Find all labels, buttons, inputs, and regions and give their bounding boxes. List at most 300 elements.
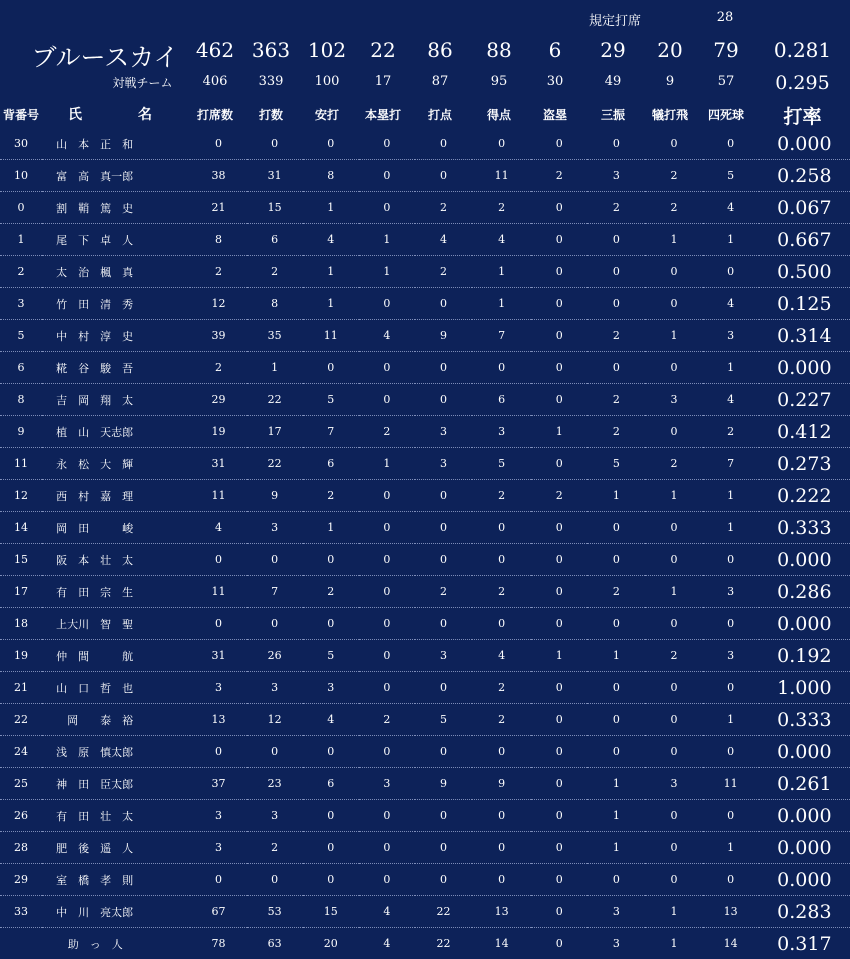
player-stat: 11 [303,320,359,352]
player-stat: 11 [190,576,246,608]
team-totals-row [0,38,850,68]
header-stat: 本塁打 [358,106,408,123]
player-number: 5 [0,320,42,352]
player-stat: 0 [531,832,587,864]
player-stat: 2 [190,256,246,288]
table-row [0,224,850,256]
player-avg: 0.283 [759,896,850,928]
player-stat: 0 [645,800,702,832]
table-row [0,544,850,576]
player-stat: 3 [190,832,246,864]
player-stat: 11 [472,160,531,192]
player-stat: 7 [703,448,759,480]
player-name: 山 口 哲 也 [42,672,190,704]
player-stat: 1 [303,512,359,544]
helper-stat: 63 [247,928,303,959]
player-stat: 22 [415,896,472,928]
player-name: 西 村 嘉 理 [42,480,190,512]
player-stat: 2 [190,352,246,384]
player-stat: 0 [703,672,759,704]
player-number: 28 [0,832,42,864]
player-stat: 6 [247,224,303,256]
player-stat: 0 [472,832,531,864]
table-row [0,896,850,928]
helper-stat: 4 [359,928,415,959]
player-stat: 0 [703,800,759,832]
player-stat: 0 [359,288,415,320]
helper-stat: 22 [415,928,472,959]
helper-stat: 0 [531,928,587,959]
player-stat: 2 [303,480,359,512]
player-stat: 9 [472,768,531,800]
player-number: 21 [0,672,42,704]
player-stat: 2 [531,160,587,192]
player-stat: 0 [645,512,702,544]
opponent-stat: 57 [701,74,751,89]
header-stat: 打数 [246,106,296,123]
player-stat: 0 [531,768,587,800]
player-stat: 8 [190,224,246,256]
player-stat: 0 [359,736,415,768]
player-stat: 0 [472,128,531,160]
player-stat: 0 [359,160,415,192]
player-stat: 5 [587,448,645,480]
player-stat: 0 [531,736,587,768]
player-stat: 0 [303,352,359,384]
header-avg: 打率 [760,102,845,129]
player-stat: 5 [703,160,759,192]
table-row [0,768,850,800]
helper-stat: 20 [303,928,359,959]
helper-stat: 3 [587,928,645,959]
table-row [0,384,850,416]
player-stat: 0 [645,832,702,864]
player-stat: 0 [415,832,472,864]
header-no: 背番号 [0,106,42,123]
player-stat: 0 [415,544,472,576]
player-stat: 11 [703,768,759,800]
player-name: 中 川 亮太郎 [42,896,190,928]
opponent-stat: 95 [474,74,524,89]
player-stat: 0 [645,128,702,160]
player-stat: 4 [472,640,531,672]
player-stat: 2 [645,160,702,192]
player-stat: 2 [703,416,759,448]
player-stat: 0 [359,480,415,512]
player-avg: 0.000 [759,736,850,768]
player-stat: 9 [415,768,472,800]
player-stat: 0 [703,256,759,288]
table-row [0,160,850,192]
player-stat: 0 [303,736,359,768]
helper-name: 助 っ 人 [0,928,190,959]
table-row [0,192,850,224]
player-stat: 2 [587,416,645,448]
team-stat: 6 [530,38,580,62]
player-stat: 0 [303,544,359,576]
player-stat: 3 [703,576,759,608]
player-stat: 0 [415,864,472,896]
table-row [0,256,850,288]
player-stat: 3 [247,672,303,704]
player-stat: 1 [645,320,702,352]
player-stat: 15 [303,896,359,928]
player-stat: 0 [415,352,472,384]
player-stat: 0 [359,128,415,160]
player-number: 15 [0,544,42,576]
player-stat: 2 [531,480,587,512]
player-stat: 2 [472,672,531,704]
opponent-stat: 9 [645,74,695,89]
helper-avg: 0.317 [759,928,850,959]
player-stat: 0 [472,864,531,896]
player-stat: 3 [247,512,303,544]
player-stat: 0 [531,608,587,640]
player-stat: 0 [531,896,587,928]
player-stat: 1 [703,480,759,512]
table-row [0,864,850,896]
player-stat: 0 [190,864,246,896]
player-stat: 0 [359,192,415,224]
player-stat: 1 [303,192,359,224]
player-stat: 1 [645,576,702,608]
player-stat: 4 [303,704,359,736]
player-stat: 1 [645,480,702,512]
player-stat: 5 [303,640,359,672]
player-name: 尾 下 卓 人 [42,224,190,256]
table-row [0,832,850,864]
table-row [0,800,850,832]
player-number: 14 [0,512,42,544]
opponent-stat: 30 [530,74,580,89]
team-stat: 88 [474,38,524,62]
player-avg: 0.333 [759,704,850,736]
player-number: 22 [0,704,42,736]
player-stat: 3 [587,160,645,192]
table-row [0,480,850,512]
player-stat: 0 [472,800,531,832]
player-stat: 17 [247,416,303,448]
player-avg: 0.000 [759,800,850,832]
player-stat: 26 [247,640,303,672]
player-stat: 1 [359,224,415,256]
player-stat: 0 [472,736,531,768]
player-stat: 9 [415,320,472,352]
player-stat: 1 [645,224,702,256]
player-stat: 1 [587,480,645,512]
player-stat: 3 [359,768,415,800]
player-stat: 3 [190,800,246,832]
player-stat: 3 [645,384,702,416]
qualifying-value: 28 [705,10,745,25]
player-stat: 0 [587,512,645,544]
player-stat: 0 [645,256,702,288]
player-stat: 0 [531,800,587,832]
player-stat: 0 [472,352,531,384]
helper-stat: 14 [703,928,759,959]
player-stat: 2 [415,256,472,288]
player-stat: 22 [247,384,303,416]
player-stat: 2 [587,192,645,224]
player-stat: 3 [472,416,531,448]
player-stat: 3 [645,768,702,800]
player-stat: 6 [472,384,531,416]
player-name: 阪 本 壮 太 [42,544,190,576]
player-stat: 3 [703,640,759,672]
player-number: 17 [0,576,42,608]
opponent-stat: 49 [588,74,638,89]
player-stat: 15 [247,192,303,224]
player-stat: 0 [531,864,587,896]
player-name: 中 村 淳 史 [42,320,190,352]
player-number: 6 [0,352,42,384]
player-stat: 4 [703,288,759,320]
player-stat: 0 [303,800,359,832]
table-row [0,320,850,352]
player-name: 室 橋 孝 則 [42,864,190,896]
player-stat: 4 [472,224,531,256]
player-avg: 0.500 [759,256,850,288]
player-stat: 21 [190,192,246,224]
player-stat: 0 [190,608,246,640]
player-stat: 0 [703,608,759,640]
player-stat: 4 [703,384,759,416]
player-stat: 0 [303,864,359,896]
player-stat: 0 [531,256,587,288]
player-avg: 0.067 [759,192,850,224]
player-stat: 4 [303,224,359,256]
player-avg: 0.412 [759,416,850,448]
player-stat: 19 [190,416,246,448]
player-stat: 0 [587,704,645,736]
player-stat: 0 [415,480,472,512]
player-stat: 1 [645,896,702,928]
player-number: 10 [0,160,42,192]
player-stat: 5 [303,384,359,416]
player-stat: 0 [190,544,246,576]
player-stat: 0 [472,608,531,640]
player-stat: 12 [190,288,246,320]
player-stat: 0 [531,384,587,416]
player-avg: 0.286 [759,576,850,608]
table-row [0,736,850,768]
player-stat: 0 [359,640,415,672]
player-stat: 3 [703,320,759,352]
player-stat: 0 [303,128,359,160]
player-number: 12 [0,480,42,512]
player-stat: 0 [703,128,759,160]
player-stat: 0 [359,512,415,544]
player-stat: 6 [303,448,359,480]
player-name: 岡 泰 裕 [42,704,190,736]
player-stat: 2 [472,480,531,512]
player-stat: 1 [531,416,587,448]
player-name: 肥 後 遥 人 [42,832,190,864]
player-stat: 2 [645,640,702,672]
opponent-stat: 100 [302,74,352,89]
player-stat: 0 [415,672,472,704]
opponent-avg: 0.295 [760,72,845,94]
qualifying-label: 規定打席 [570,10,660,29]
player-stat: 6 [303,768,359,800]
player-stat: 0 [415,160,472,192]
player-stat: 11 [190,480,246,512]
player-stat: 0 [587,224,645,256]
player-stat: 3 [247,800,303,832]
player-stat: 0 [587,352,645,384]
header-stat: 四死球 [701,106,751,123]
player-stat: 1 [587,832,645,864]
player-stat: 2 [587,576,645,608]
player-stat: 0 [645,352,702,384]
player-stat: 9 [247,480,303,512]
player-name: 吉 岡 翔 太 [42,384,190,416]
player-stat: 1 [472,256,531,288]
player-avg: 0.000 [759,544,850,576]
player-stat: 0 [531,192,587,224]
table-row [0,704,850,736]
player-stat: 5 [472,448,531,480]
player-avg: 0.333 [759,512,850,544]
table-row [0,128,850,160]
player-stat: 0 [531,704,587,736]
player-stat: 0 [645,864,702,896]
player-stat: 0 [531,576,587,608]
header-stat: 盗塁 [530,106,580,123]
player-stat: 0 [247,128,303,160]
header-stat: 打席数 [190,106,240,123]
player-avg: 0.125 [759,288,850,320]
helper-stat: 1 [645,928,702,959]
table-row [0,416,850,448]
column-header-row [0,102,850,126]
player-avg: 0.000 [759,608,850,640]
player-stat: 1 [531,640,587,672]
player-stat: 2 [472,576,531,608]
player-stat: 35 [247,320,303,352]
player-stat: 38 [190,160,246,192]
player-stat: 37 [190,768,246,800]
player-stat: 5 [415,704,472,736]
player-stat: 3 [303,672,359,704]
player-stat: 0 [531,288,587,320]
player-stat: 2 [645,192,702,224]
player-number: 24 [0,736,42,768]
player-avg: 0.000 [759,352,850,384]
player-stat: 2 [247,256,303,288]
player-stat: 0 [587,544,645,576]
player-avg: 0.261 [759,768,850,800]
opponent-stat: 339 [246,74,296,89]
player-stat: 7 [303,416,359,448]
player-stat: 1 [359,256,415,288]
player-stat: 0 [531,512,587,544]
player-stat: 0 [531,672,587,704]
player-number: 3 [0,288,42,320]
table-row [0,448,850,480]
player-stat: 0 [359,832,415,864]
player-stat: 2 [247,832,303,864]
player-number: 26 [0,800,42,832]
player-stat: 2 [303,576,359,608]
player-stat: 1 [359,448,415,480]
player-stat: 0 [190,128,246,160]
header-stat: 犠打飛 [645,106,695,123]
player-name: 上大川 智 聖 [42,608,190,640]
player-stat: 0 [531,128,587,160]
player-stat: 0 [190,736,246,768]
player-stat: 53 [247,896,303,928]
player-stat: 0 [415,608,472,640]
player-stat: 1 [703,704,759,736]
player-avg: 0.667 [759,224,850,256]
player-name: 有 田 宗 生 [42,576,190,608]
player-stat: 0 [531,224,587,256]
player-avg: 0.222 [759,480,850,512]
player-stat: 0 [415,736,472,768]
player-avg: 0.192 [759,640,850,672]
player-stat: 0 [472,512,531,544]
player-stat: 0 [703,544,759,576]
player-stat: 0 [587,288,645,320]
player-name: 植 山 天志郎 [42,416,190,448]
player-name: 割 鞘 篤 史 [42,192,190,224]
player-stat: 0 [703,864,759,896]
player-stat: 0 [247,544,303,576]
player-stat: 0 [703,736,759,768]
header-stat: 打点 [415,106,465,123]
player-stat: 1 [703,832,759,864]
player-number: 19 [0,640,42,672]
team-avg: 0.281 [760,38,845,62]
player-stat: 0 [645,416,702,448]
team-stat: 102 [302,38,352,62]
player-stat: 1 [303,256,359,288]
player-stat: 0 [359,384,415,416]
player-name: 神 田 臣太郎 [42,768,190,800]
player-stat: 23 [247,768,303,800]
team-stat: 86 [415,38,465,62]
player-stat: 22 [247,448,303,480]
player-stat: 1 [472,288,531,320]
player-stat: 0 [415,800,472,832]
player-stat: 0 [587,736,645,768]
player-stat: 29 [190,384,246,416]
player-number: 30 [0,128,42,160]
player-stat: 0 [359,672,415,704]
table-row [0,608,850,640]
player-stat: 2 [359,704,415,736]
player-stat: 0 [587,256,645,288]
player-number: 18 [0,608,42,640]
player-stat: 4 [190,512,246,544]
player-stat: 1 [303,288,359,320]
player-stat: 0 [587,864,645,896]
header-stat: 安打 [302,106,352,123]
table-row [0,352,850,384]
player-number: 29 [0,864,42,896]
opponent-stat: 406 [190,74,240,89]
player-stats-table [0,128,850,959]
player-number: 8 [0,384,42,416]
player-number: 0 [0,192,42,224]
player-avg: 0.227 [759,384,850,416]
player-stat: 7 [472,320,531,352]
player-name: 仲 間 航 [42,640,190,672]
helper-stat: 78 [190,928,246,959]
player-stat: 4 [359,320,415,352]
player-stat: 0 [247,736,303,768]
